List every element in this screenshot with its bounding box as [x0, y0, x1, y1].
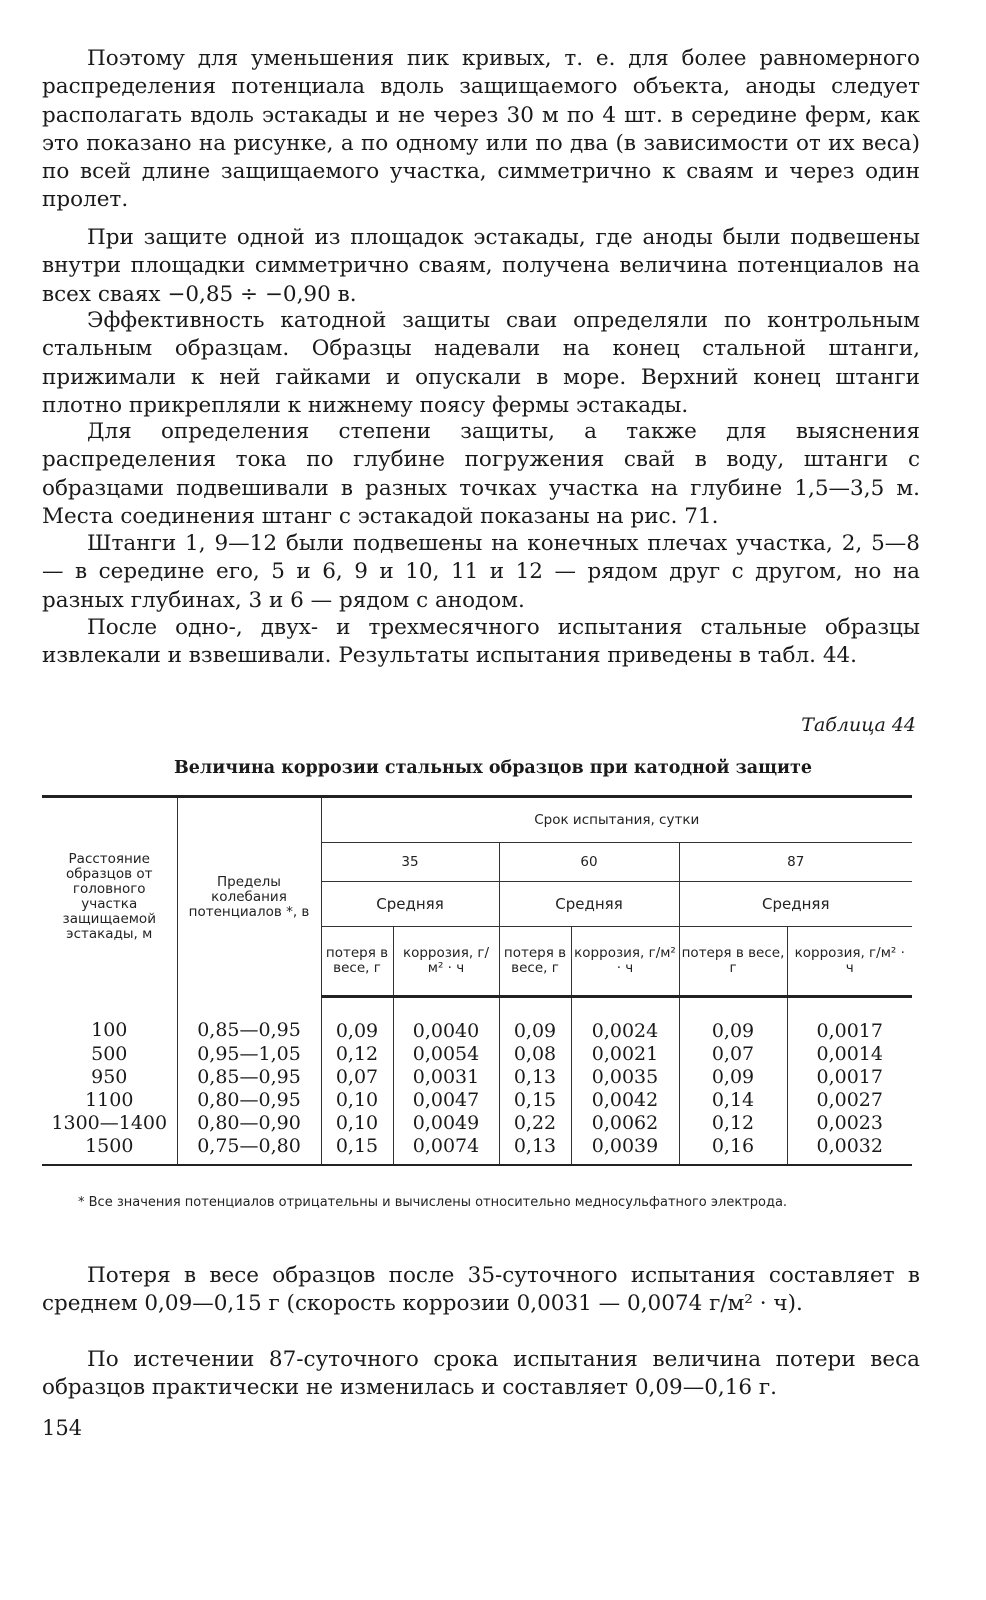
cell-corrosion-60: 0,0039: [571, 1135, 679, 1165]
cell-corrosion-87: 0,0032: [787, 1135, 912, 1165]
cell-distance: 1500: [85, 1135, 134, 1157]
cell-corrosion-87: 0,0017: [787, 1066, 912, 1089]
paragraph-rods: Штанги 1, 9—12 были подвешены на конечных плечах участка, 2, 5—8 — в середине его, 5 и 6, 9 и 10, 11 и 12 — рядом друг с другом, но на разных глубинах, 3 и 6 — рядом с анодом.: [42, 531, 920, 613]
header-corrosion-87: коррозия, г/м² · ч: [787, 927, 912, 997]
cell-corrosion-87: 0,0023: [787, 1112, 912, 1135]
cell-loss-35: 0,15: [321, 1135, 393, 1165]
header-distance: Расстояние образцов от головного участка защищаемой эстакады, м: [42, 797, 177, 997]
cell-loss-87: 0,07: [679, 1043, 787, 1066]
table-bottom-rule: [42, 1165, 912, 1166]
cell-corrosion-60: 0,0062: [571, 1112, 679, 1135]
cell-corrosion-35: 0,0054: [393, 1043, 499, 1066]
cell-potential: 0,80—0,90: [177, 1112, 321, 1135]
cell-loss-87: 0,14: [679, 1089, 787, 1112]
cell-loss-87: 0,12: [679, 1112, 787, 1135]
cell-loss-60: 0,15: [499, 1089, 571, 1112]
header-average-87: Средняя: [679, 882, 912, 927]
paragraph-weight-loss-87: По истечении 87-суточного срока испытания величина потери веса образцов практически не изменилась и составляет 0,09—0,16 г.: [42, 1347, 920, 1401]
table-row: [42, 1135, 912, 1165]
cell-loss-60: 0,13: [499, 1066, 571, 1089]
cell-corrosion-60: 0,0035: [571, 1066, 679, 1089]
cell-corrosion-87: 0,0017: [787, 997, 912, 1044]
header-day-35: 35: [321, 843, 499, 882]
cell-potential: 0,95—1,05: [177, 1043, 321, 1066]
cell-loss-60: 0,22: [499, 1112, 571, 1135]
cell-corrosion-60: 0,0042: [571, 1089, 679, 1112]
cell-corrosion-35: 0,0047: [393, 1089, 499, 1112]
cell-loss-87: 0,09: [679, 997, 787, 1044]
cell-loss-87: 0,16: [679, 1135, 787, 1165]
cell-potential: 0,85—0,95: [177, 997, 321, 1044]
cell-loss-60: 0,13: [499, 1135, 571, 1165]
cell-corrosion-87: 0,0014: [787, 1043, 912, 1066]
table-title: Величина коррозии стальных образцов при катодной защите: [173, 758, 813, 778]
paragraph-anode-placement: Поэтому для уменьшения пик кривых, т. е. для более равномерного распределения потенциала вдоль защищаемого объекта, аноды следует располагать вдоль эстакады и не через 30 м по 4 шт. в середине ферм, как это показано на рисунке, а по одному или по два (в зависимости от их веса) по всей длине защищаемого участка, симметрично к сваям и через один пролет.: [42, 46, 920, 213]
cell-corrosion-60: 0,0021: [571, 1043, 679, 1066]
cell-corrosion-35: 0,0040: [393, 997, 499, 1044]
cell-corrosion-35: 0,0031: [393, 1066, 499, 1089]
cell-distance: 100: [91, 1018, 128, 1041]
header-loss-87: потеря в весе, г: [679, 927, 787, 997]
cell-potential: 0,85—0,95: [177, 1066, 321, 1089]
paragraph-efficiency: Эффективность катодной защиты сваи определяли по контрольным стальным образцам. Образцы надевали на конец стальной штанги, прижимали к ней гайками и опускали в море. Верхний конец штанги плотно прикрепляли к нижнему поясу фермы эстакады.: [42, 308, 920, 418]
cell-loss-35: 0,12: [321, 1043, 393, 1066]
cell-distance: 1300—1400: [51, 1112, 168, 1134]
cell-distance: 1100: [85, 1089, 134, 1111]
table-row: [42, 997, 912, 1044]
paragraph-depth: Для определения степени защиты, а также для выяснения распределения тока по глубине погружения свай в воду, штанги с образцами подвешивали в разных точках участка на глубине 1,5—3,5 м. Места соединения штанг с эстакадой показаны на рис. 71.: [42, 419, 920, 529]
header-average-35: Средняя: [321, 882, 499, 927]
header-corrosion-60: коррозия, г/м² · ч: [571, 927, 679, 997]
cell-loss-35: 0,10: [321, 1112, 393, 1135]
cell-distance: 500: [91, 1043, 128, 1065]
table-row: [42, 1066, 912, 1089]
table-row: [42, 1043, 912, 1066]
paragraph-weight-loss-35: Потеря в весе образцов после 35-суточного испытания составляет в среднем 0,09—0,15 г (скорость коррозии 0,0031 — 0,0074 г/м² · ч).: [42, 1263, 920, 1317]
table-footnote: * Все значения потенциалов отрицательны и вычислены относительно медносульфатного электрода.: [78, 1195, 788, 1210]
cell-corrosion-60: 0,0024: [571, 997, 679, 1044]
header-loss-60: потеря в весе, г: [499, 927, 571, 997]
cell-loss-35: 0,09: [321, 997, 393, 1044]
page-number: 154: [42, 1416, 83, 1440]
cell-distance: 950: [91, 1066, 128, 1088]
table-row: [42, 1089, 912, 1112]
paragraph-results: После одно-, двух- и трехмесячного испытания стальные образцы извлекали и взвешивали. Результаты испытания приведены в табл. 44.: [42, 615, 920, 669]
cell-loss-35: 0,10: [321, 1089, 393, 1112]
cell-potential: 0,80—0,95: [177, 1089, 321, 1112]
cell-loss-60: 0,08: [499, 1043, 571, 1066]
cell-loss-60: 0,09: [499, 997, 571, 1044]
cell-corrosion-87: 0,0027: [787, 1089, 912, 1112]
header-loss-35: потеря в весе, г: [321, 927, 393, 997]
cell-loss-87: 0,09: [679, 1066, 787, 1089]
header-term: Срок испытания, сутки: [321, 797, 912, 843]
header-corrosion-35: коррозия, г/м² · ч: [393, 927, 499, 997]
table-row: [42, 1112, 912, 1135]
header-day-87: 87: [679, 843, 912, 882]
cell-corrosion-35: 0,0049: [393, 1112, 499, 1135]
table-number: Таблица 44: [801, 714, 916, 736]
corrosion-table: [42, 795, 912, 1166]
paragraph-potentials: При защите одной из площадок эстакады, где аноды были подвешены внутри площадки симметрично сваям, получена величина потенциалов на всех сваях −0,85 ÷ −0,90 в.: [42, 225, 920, 307]
header-average-60: Средняя: [499, 882, 679, 927]
cell-loss-35: 0,07: [321, 1066, 393, 1089]
header-day-60: 60: [499, 843, 679, 882]
header-potential: Пределы колебания потенциалов *, в: [177, 797, 321, 997]
cell-corrosion-35: 0,0074: [393, 1135, 499, 1165]
cell-potential: 0,75—0,80: [177, 1135, 321, 1165]
